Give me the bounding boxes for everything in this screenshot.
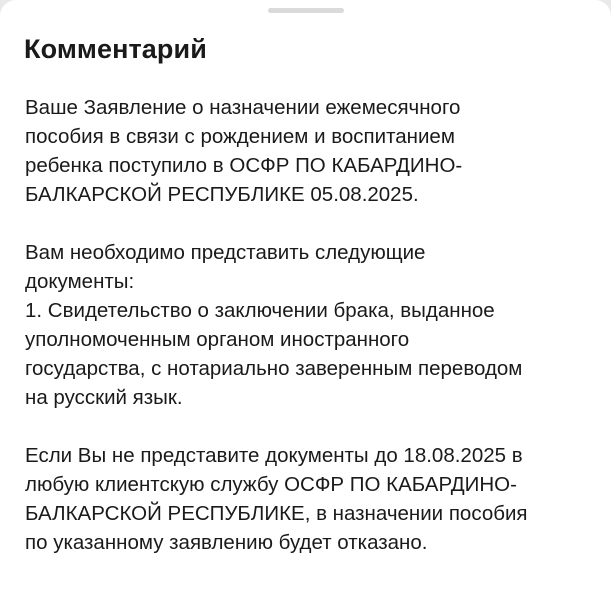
comment-body (25, 93, 595, 557)
paragraph-spacer (25, 412, 595, 441)
comment-paragraph-required-documents: Вам необходимо представить следующие документы: 1. Свидетельство о заключении брака, выданное уполномоченным органом иностранного государства, с нотариально заверенным переводом на русский язык. (25, 241, 523, 409)
sheet-title: Комментарий (24, 34, 207, 64)
sheet-grab-handle[interactable] (268, 8, 344, 13)
paragraph-spacer (25, 209, 595, 238)
comment-paragraph-deadline-warning: Если Вы не представите документы до 18.08.2025 в любую клиентскую службу ОСФР ПО КАБАРДИНО- БАЛКАРСКОЙ РЕСПУБЛИКЕ, в назначении пособия по указанному заявлению будет отказано. (25, 444, 528, 554)
comment-paragraph-application-received: Ваше Заявление о назначении ежемесячного пособия в связи с рождением и воспитанием ребенка поступило в ОСФР ПО КАБАРДИНО- БАЛКАРСКОЙ РЕСПУБЛИКЕ 05.08.2025. (25, 96, 463, 206)
